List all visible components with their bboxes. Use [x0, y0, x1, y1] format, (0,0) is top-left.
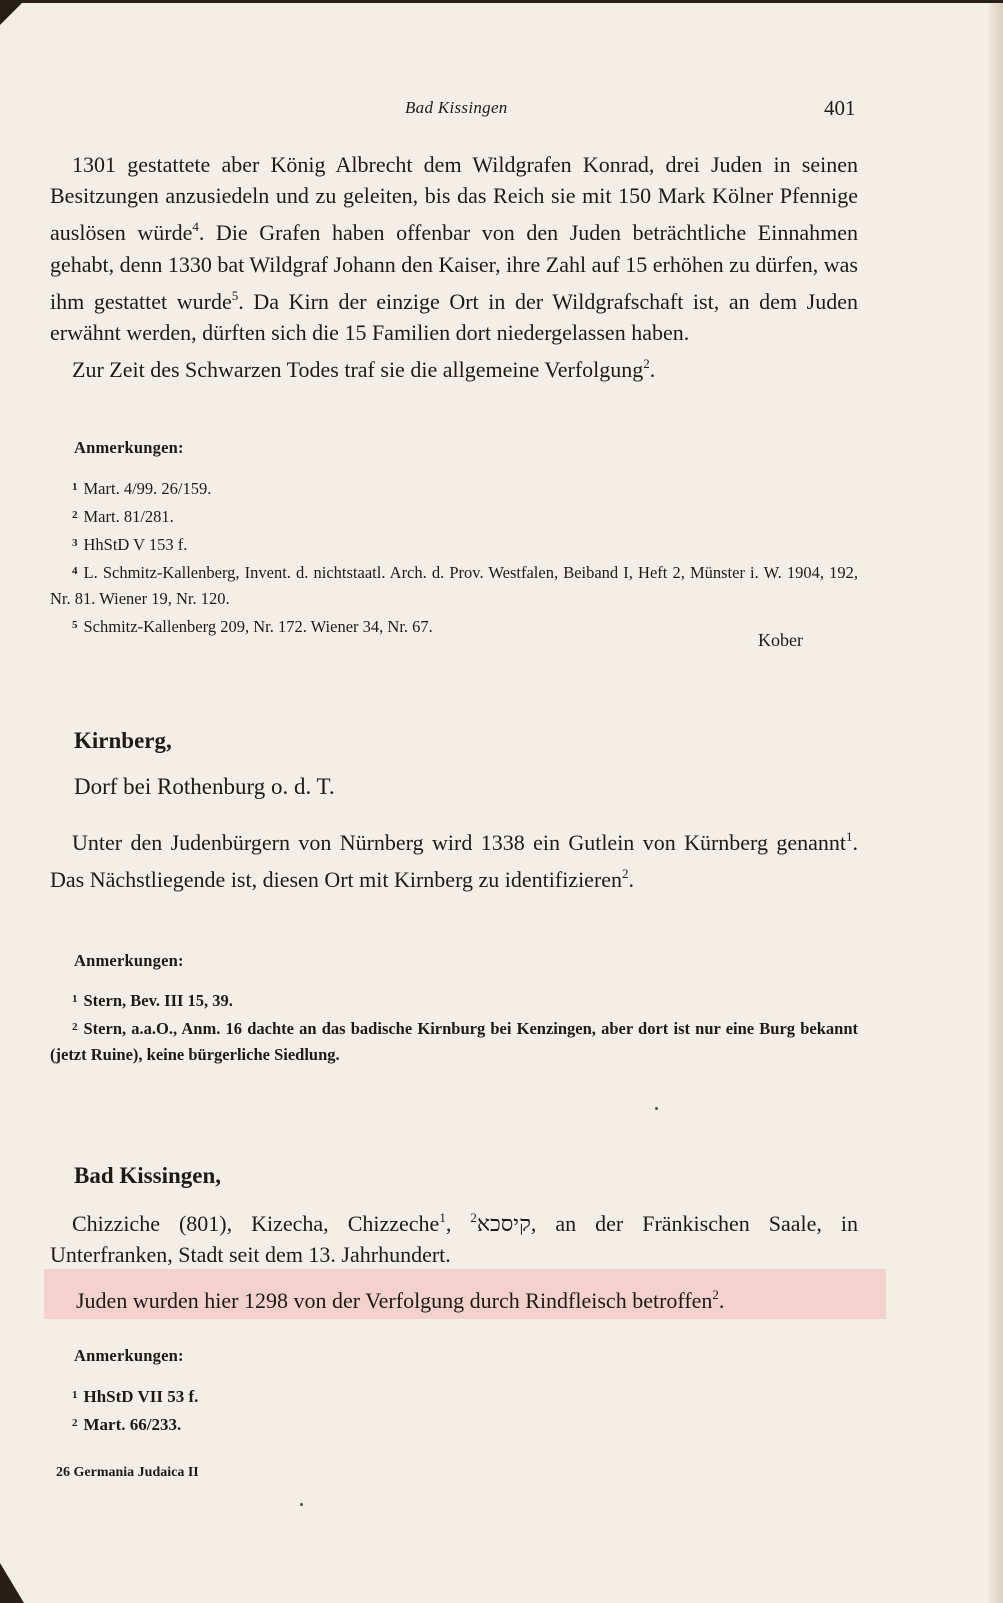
footnote-ref: 5	[231, 287, 239, 303]
running-head	[0, 96, 1003, 126]
kirnberg-paragraph: Unter den Judenbürgern von Nürnberg wird 1338 ein Gutlein von Kürnberg genannt$^1$. Das Nächstliegende ist, diesen Ort mit Kirnberg zu identifizieren$^2$.	[50, 829, 858, 893]
paragraph-text: . Die Grafen haben offenbar von den Juden beträchtliche Einnahmen gehabt, denn 1330 bat Wildgraf Johann den Kaiser, ihre Zahl auf 15 erhöhen zu dürfen, was ihm gestattet wurde	[50, 220, 859, 314]
footnote-ref: 2	[622, 866, 629, 882]
footnote-ref: 4	[192, 219, 199, 235]
page-edge-shadow	[989, 3, 1003, 1603]
signature-mark: 26 Germania Judaica II	[56, 1465, 199, 1480]
note-item: $^4$ L. Schmitz-Kallenberg, Invent. d. nichtstaatl. Arch. d. Prov. Westfalen, Beiband I, Heft 2, Münster i. W. 1904, 192, Nr. 81. Wiener 19, Nr. 120.	[50, 563, 858, 608]
kirn-paragraph	[50, 149, 858, 385]
footnote-ref: 1	[846, 829, 853, 844]
notes-label: Anmerkungen:	[74, 1346, 184, 1365]
paragraph-text: Zur Zeit des Schwarzen Todes traf sie die allgemeine Verfolgung	[72, 357, 644, 383]
paragraph-text: .	[649, 357, 656, 383]
notes-list	[50, 474, 858, 640]
highlighted-text: Juden wurden hier 1298 von der Verfolgung durch Rindfleisch betroffen$^2$.	[76, 1287, 725, 1313]
paper-speck	[655, 1107, 658, 1110]
note-item: $^2$ Stern, a.a.O., Anm. 16 dachte an das badische Kirnburg bei Kenzingen, aber dort ist nur eine Burg bekannt (jetzt Ruine), keine bürgerliche Siedlung.	[50, 1019, 858, 1064]
footnote-ref: 2	[712, 1287, 719, 1302]
notes-list	[50, 986, 858, 1068]
page-number: 401	[824, 96, 856, 120]
note-item: $^3$ HhStD V 153 f.	[72, 535, 188, 554]
note-item: $^1$ Stern, Bev. III 15, 39.	[72, 991, 233, 1010]
notes-list	[50, 1382, 858, 1438]
notes-label: Anmerkungen:	[74, 438, 184, 457]
entry-heading-kirnberg: Kirnberg,	[74, 728, 172, 753]
note-item: $^2$ Mart. 66/233.	[72, 1415, 182, 1434]
paper-speck	[300, 1503, 303, 1506]
note-item: $^2$ Mart. 81/281.	[72, 507, 174, 526]
page-corner-shadow	[0, 1563, 24, 1603]
paragraph-text: . Da Kirn der einzige Ort in der Wildgrafschaft ist, an dem Juden erwähnt werden, dürften sich die 15 Familien dort niedergelassen haben.	[50, 288, 858, 346]
running-head-title: Bad Kissingen	[405, 98, 508, 117]
note-item: $^1$ Mart. 4/99. 26/159.	[72, 479, 212, 498]
entry-heading-bad-kissingen: Bad Kissingen,	[74, 1163, 221, 1188]
notes-label: Anmerkungen:	[74, 951, 184, 970]
paragraph-text: 1301 gestattete aber König Albrecht dem Wildgrafen Konrad, drei Juden in seinen Besitzungen anzusiedeln und zu geleiten, bis das Reich sie mit 150 Mark Kölner Pfennige auslösen würde	[50, 152, 858, 246]
page-corner-shadow	[0, 3, 22, 25]
entry-subheading: Dorf bei Rothenburg o. d. T.	[74, 774, 335, 799]
footnote-ref: 2	[470, 1210, 477, 1225]
note-item: $^1$ HhStD VII 53 f.	[72, 1387, 199, 1406]
footnote-ref: 1	[439, 1210, 446, 1225]
footnote-ref: 2	[643, 356, 650, 372]
author-signature: Kober	[758, 630, 803, 650]
bad-kissingen-paragraph: Chizziche (801), Kizecha, Chizzeche$^1$, קיסכא$^2$ , an der Fränkischen Saale, in Unterfranken, Stadt seit dem 13. Jahrhundert.	[50, 1210, 859, 1268]
note-item: $^5$ Schmitz-Kallenberg 209, Nr. 172. Wiener 34, Nr. 67.	[72, 617, 433, 636]
